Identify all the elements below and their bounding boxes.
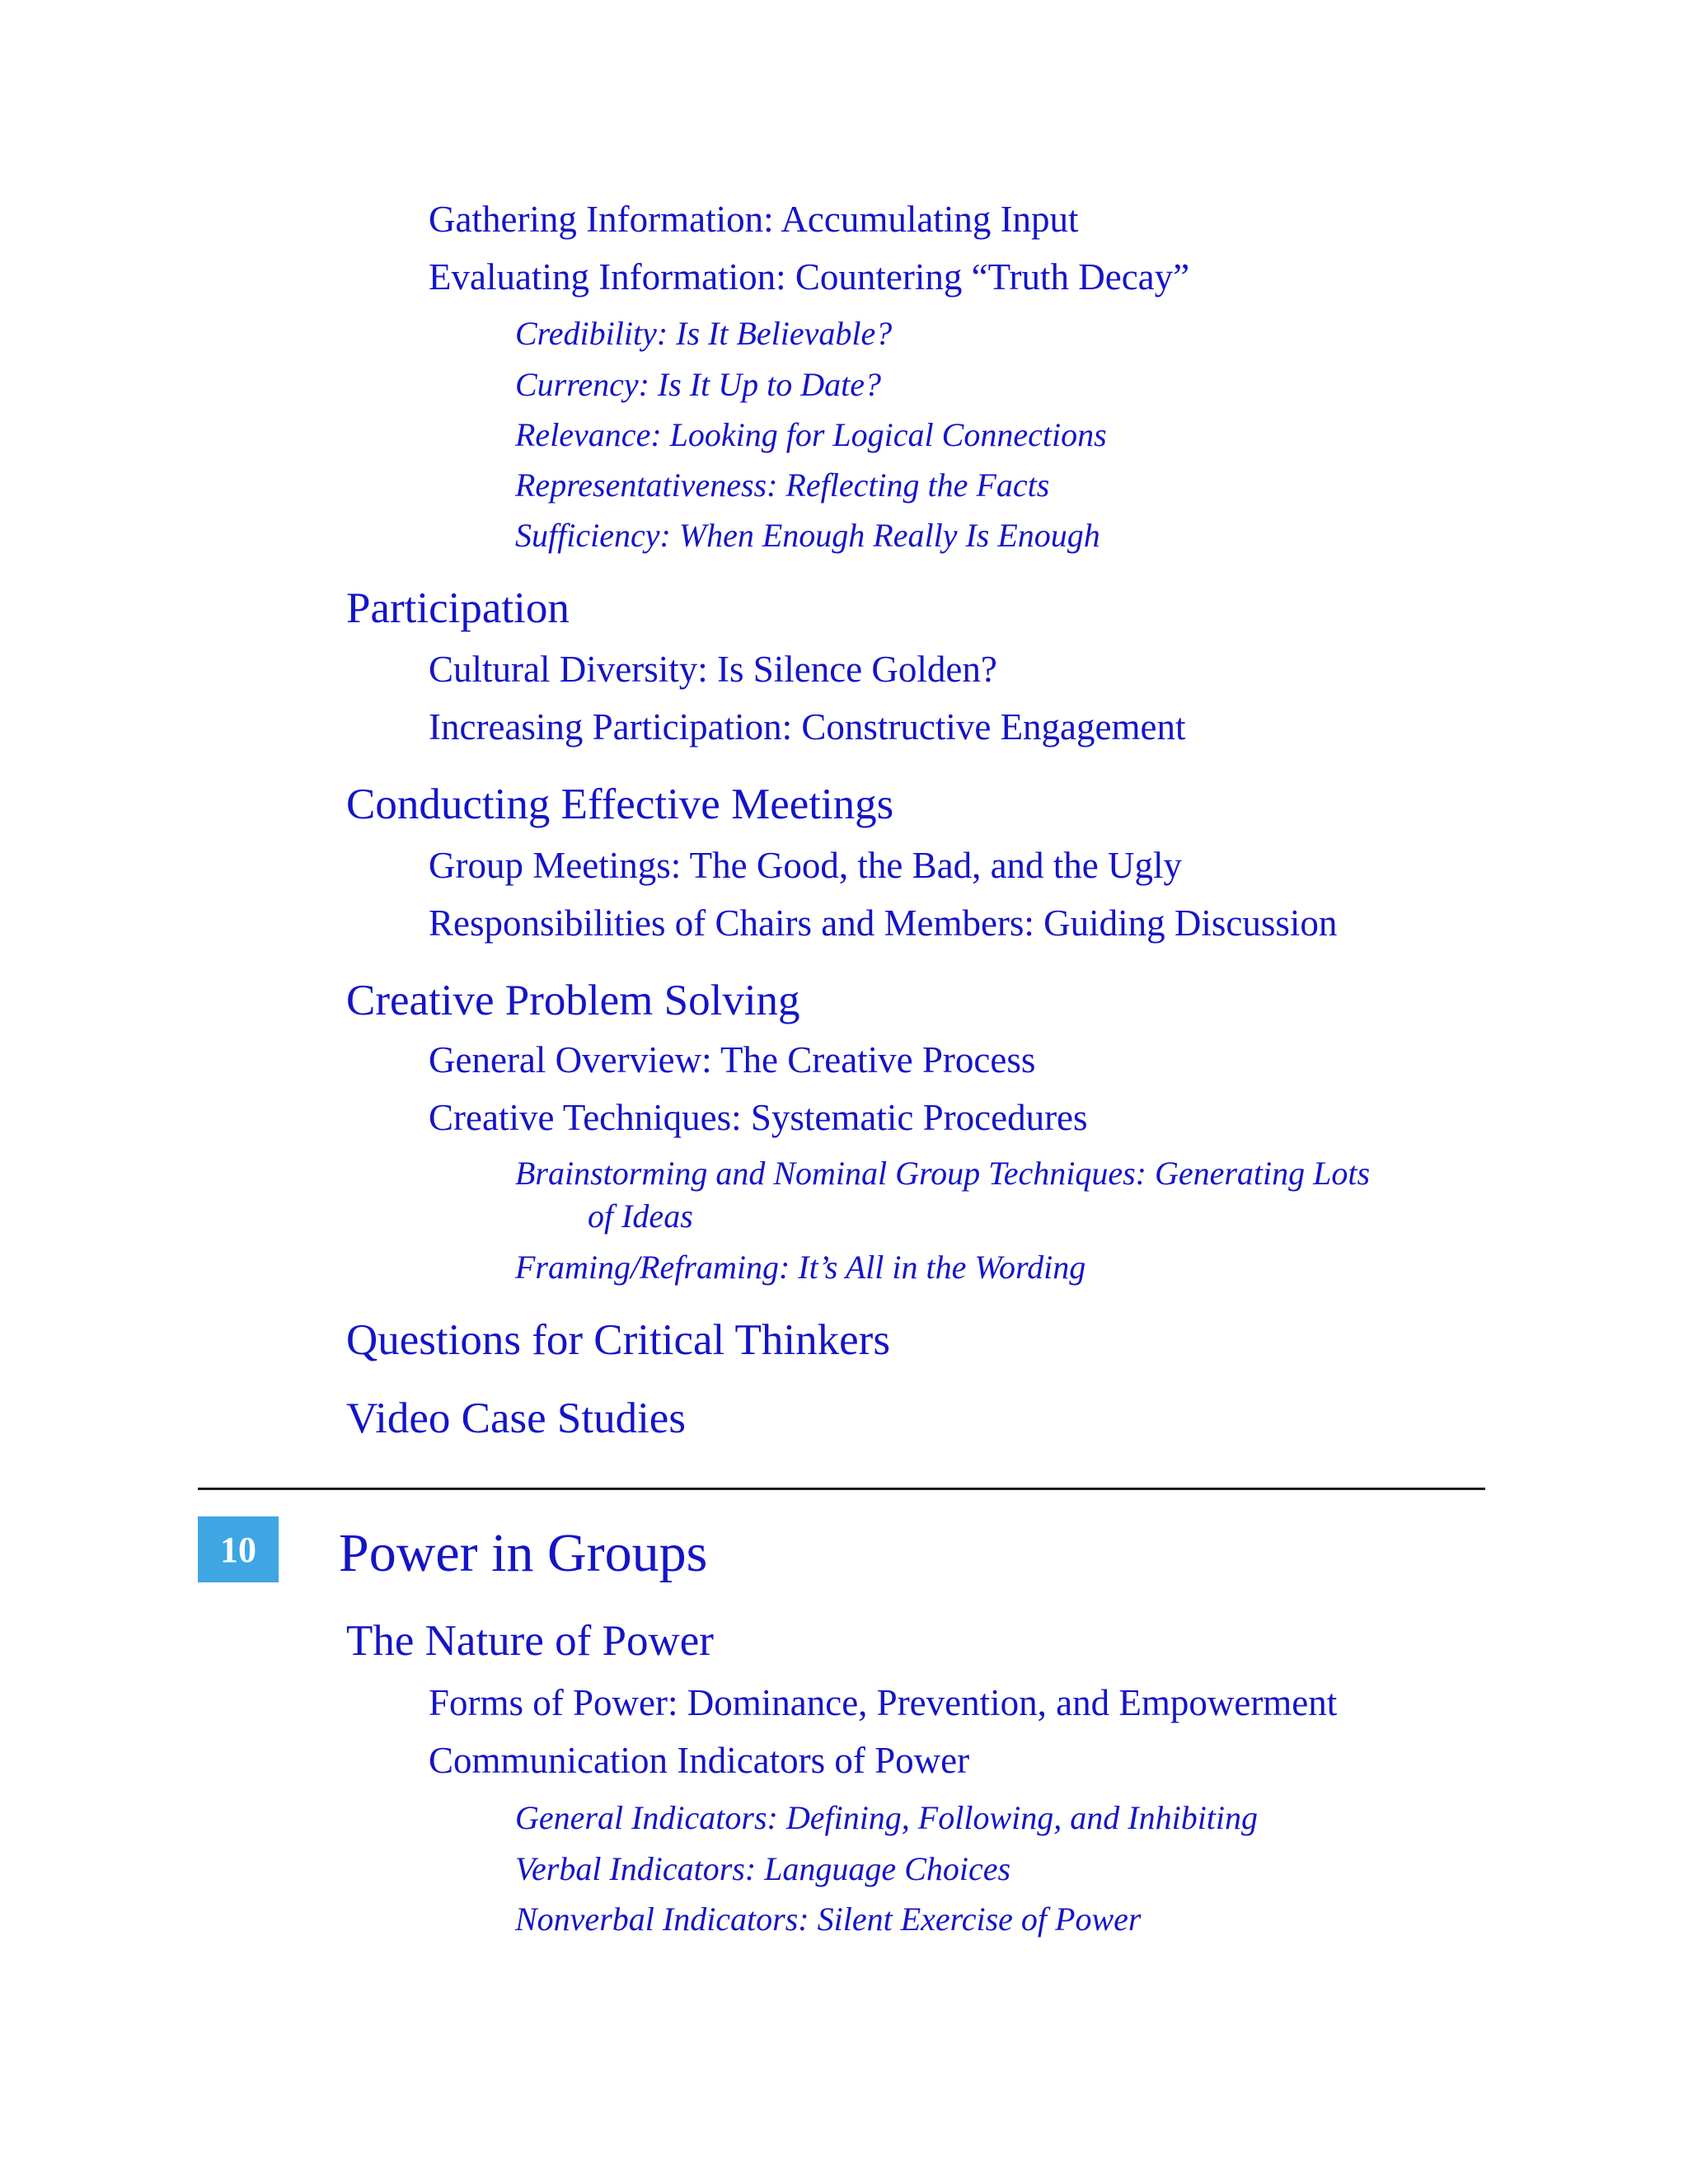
toc-entry-creative-techniques[interactable]: Creative Techniques: Systematic Procedures — [429, 1097, 1088, 1138]
chapter-title[interactable]: Power in Groups — [339, 1523, 708, 1583]
toc-section-conducting-meetings[interactable]: Conducting Effective Meetings — [346, 780, 894, 828]
toc-entry-cultural-diversity[interactable]: Cultural Diversity: Is Silence Golden? — [429, 649, 997, 690]
toc-entry-general-indicators[interactable]: General Indicators: Defining, Following, and Inhibiting — [515, 1799, 1259, 1836]
toc-entry-gathering-information[interactable]: Gathering Information: Accumulating Input — [429, 199, 1079, 240]
toc-entry-brainstorming[interactable]: Brainstorming and Nominal Group Techniques: Generating Lots — [515, 1155, 1371, 1192]
toc-entry-evaluating-information[interactable]: Evaluating Information: Countering “Truth Decay” — [429, 256, 1190, 298]
chapter-divider — [198, 1488, 1485, 1490]
toc-entry-nonverbal-indicators[interactable]: Nonverbal Indicators: Silent Exercise of Power — [515, 1900, 1142, 1938]
toc-entry-credibility[interactable]: Credibility: Is It Believable? — [515, 315, 893, 352]
toc-section-participation[interactable]: Participation — [346, 584, 570, 632]
toc-section-nature-of-power[interactable]: The Nature of Power — [346, 1617, 714, 1665]
toc-entry-forms-of-power[interactable]: Forms of Power: Dominance, Prevention, and Empowerment — [429, 1682, 1338, 1723]
toc-entry-responsibilities[interactable]: Responsibilities of Chairs and Members: Guiding Discussion — [429, 902, 1338, 944]
toc-section-questions[interactable]: Questions for Critical Thinkers — [346, 1316, 890, 1364]
toc-section-creative-problem-solving[interactable]: Creative Problem Solving — [346, 977, 800, 1024]
toc-entry-brainstorming-continued[interactable]: of Ideas — [588, 1197, 693, 1235]
toc-section-video-case-studies[interactable]: Video Case Studies — [346, 1394, 686, 1442]
toc-entry-currency[interactable]: Currency: Is It Up to Date? — [515, 366, 881, 403]
toc-entry-representativeness[interactable]: Representativeness: Reflecting the Facts — [515, 466, 1050, 504]
toc-entry-group-meetings[interactable]: Group Meetings: The Good, the Bad, and the Ugly — [429, 845, 1183, 886]
toc-entry-verbal-indicators[interactable]: Verbal Indicators: Language Choices — [515, 1850, 1011, 1887]
chapter-number-badge: 10 — [198, 1516, 279, 1582]
toc-entry-relevance[interactable]: Relevance: Looking for Logical Connections — [515, 416, 1107, 453]
toc-entry-communication-indicators[interactable]: Communication Indicators of Power — [429, 1740, 970, 1781]
toc-entry-framing[interactable]: Framing/Reframing: It’s All in the Wording — [515, 1249, 1086, 1286]
toc-entry-general-overview[interactable]: General Overview: The Creative Process — [429, 1039, 1036, 1080]
toc-entry-increasing-participation[interactable]: Increasing Participation: Constructive Engagement — [429, 706, 1186, 748]
toc-entry-sufficiency[interactable]: Sufficiency: When Enough Really Is Enough — [515, 517, 1100, 554]
